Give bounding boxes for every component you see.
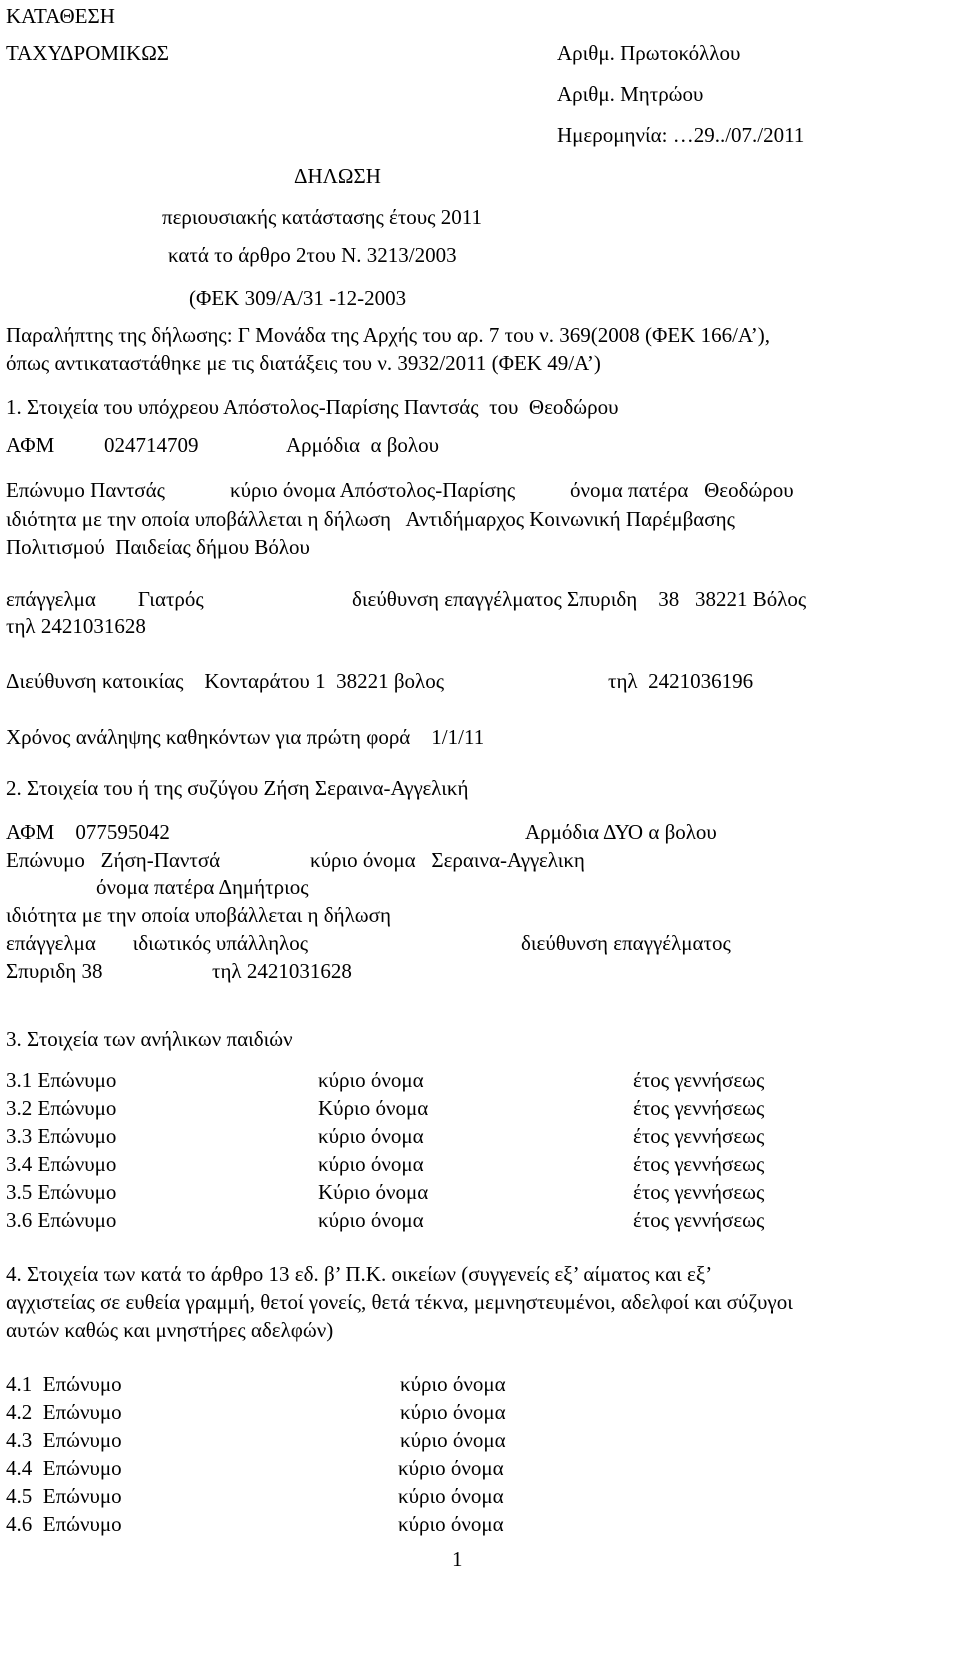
page-number: 1 <box>452 1547 463 1571</box>
father-name-field: όνομα πατέρα Θεοδώρου <box>570 478 794 502</box>
first-name-field: κύριο όνομα Απόστολος-Παρίσης <box>230 478 516 502</box>
spouse-capacity-field: ιδιότητα με την οποία υποβάλλεται η δήλωση <box>6 903 391 927</box>
home-address-field: Διεύθυνση κατοικίας Κονταράτου 1 38221 βολος <box>6 669 445 693</box>
relative-surname: 4.2 Επώνυμο <box>6 1400 122 1424</box>
child-surname: 3.5 Επώνυμο <box>6 1180 117 1204</box>
section-3-heading: 3. Στοιχεία των ανήλικων παιδιών <box>6 1027 293 1051</box>
child-birth-year: έτος γεννήσεως <box>633 1152 765 1176</box>
child-birth-year: έτος γεννήσεως <box>633 1208 765 1232</box>
child-birth-year: έτος γεννήσεως <box>633 1180 765 1204</box>
section-1-heading: 1. Στοιχεία του υπόχρεου Απόστολος-Παρίσης Παντσάς του Θεοδώρου <box>6 395 619 419</box>
spouse-first-name-field: κύριο όνομα Σεραινα-Αγγελικη <box>310 848 585 872</box>
protocol-number-label: Αριθμ. Πρωτοκόλλου <box>557 41 741 65</box>
relative-surname: 4.3 Επώνυμο <box>6 1428 122 1452</box>
relative-surname: 4.1 Επώνυμο <box>6 1372 122 1396</box>
child-first-name: κύριο όνομα <box>318 1124 424 1148</box>
child-surname: 3.2 Επώνυμο <box>6 1096 117 1120</box>
registry-number-label: Αριθμ. Μητρώου <box>557 82 704 106</box>
capacity-line-2: Πολιτισμού Παιδείας δήμου Βόλου <box>6 535 310 559</box>
child-birth-year: έτος γεννήσεως <box>633 1096 765 1120</box>
child-first-name: Κύριο όνομα <box>318 1180 429 1204</box>
child-surname: 3.1 Επώνυμο <box>6 1068 117 1092</box>
phone-field: τηλ 2421031628 <box>6 614 146 638</box>
relative-first-name: κύριο όνομα <box>400 1428 506 1452</box>
section-4-heading-line-3: αυτών καθώς και μνηστήρες αδελφών) <box>6 1318 334 1342</box>
child-first-name: Κύριο όνομα <box>318 1096 429 1120</box>
relative-surname: 4.4 Επώνυμο <box>6 1456 122 1480</box>
relative-first-name: κύριο όνομα <box>400 1400 506 1424</box>
spouse-surname-field: Επώνυμο Ζήση-Παντσά <box>6 848 221 872</box>
spouse-tax-office: Αρμόδια ΔΥΟ α βολου <box>525 820 717 844</box>
date-field: Ημερομηνία: …29../07./2011 <box>557 123 805 147</box>
relative-first-name: κύριο όνομα <box>398 1484 504 1508</box>
section-4-heading-line-2: αγχιστείας σε ευθεία γραμμή, θετοί γονείς, θετά τέκνα, μεμνηστευμένοι, αδελφοί και σύζυγοι <box>6 1290 793 1314</box>
child-birth-year: έτος γεννήσεως <box>633 1124 765 1148</box>
first-duty-date-field: Χρόνος ανάληψης καθηκόντων για πρώτη φορά 1/1/11 <box>6 725 485 749</box>
relative-first-name: κύριο όνομα <box>398 1512 504 1536</box>
spouse-business-address-label: διεύθυνση επαγγέλματος <box>521 931 731 955</box>
recipient-line-2: όπως αντικαταστάθηκε με τις διατάξεις του ν. 3932/2011 (ΦΕΚ 49/Α’) <box>6 351 601 375</box>
spouse-business-street: Σπυριδη 38 <box>6 959 103 983</box>
section-4-heading-line-1: 4. Στοιχεία των κατά το άρθρο 13 εδ. β’ Π.Κ. οικείων (συγγενείς εξ’ αίματος και εξ’ <box>6 1262 713 1286</box>
relative-surname: 4.5 Επώνυμο <box>6 1484 122 1508</box>
title-line-1: περιουσιακής κατάστασης έτους 2011 <box>162 205 482 229</box>
recipient-line-1: Παραλήπτης της δήλωσης: Γ Μονάδα της Αρχής του αρ. 7 του ν. 369(2008 (ΦΕΚ 166/Α’), <box>6 323 770 347</box>
spouse-phone-field: τηλ 2421031628 <box>212 959 352 983</box>
title-line-2: κατά το άρθρο 2του Ν. 3213/2003 <box>168 243 457 267</box>
spouse-father-name-field: όνομα πατέρα Δημήτριος <box>96 875 309 899</box>
child-surname: 3.6 Επώνυμο <box>6 1208 117 1232</box>
child-surname: 3.3 Επώνυμο <box>6 1124 117 1148</box>
afm-value: 024714709 <box>104 433 199 457</box>
child-first-name: κύριο όνομα <box>318 1208 424 1232</box>
afm-label: ΑΦΜ <box>6 433 55 457</box>
child-first-name: κύριο όνομα <box>318 1068 424 1092</box>
profession-field: επάγγελμα Γιατρός <box>6 587 204 611</box>
deposit-label: ΚΑΤΑΘΕΣΗ <box>6 4 115 28</box>
business-address-field: διεύθυνση επαγγέλματος Σπυριδη 38 38221 Βόλος <box>352 587 807 611</box>
relative-first-name: κύριο όνομα <box>400 1372 506 1396</box>
section-2-heading: 2. Στοιχεία του ή της συζύγου Ζήση Σεραινα-Αγγελική <box>6 776 469 800</box>
tax-office: Αρμόδια α βολου <box>286 433 439 457</box>
relative-surname: 4.6 Επώνυμο <box>6 1512 122 1536</box>
spouse-afm-field: ΑΦΜ 077595042 <box>6 820 170 844</box>
declaration-title: ΔΗΛΩΣΗ <box>294 164 381 188</box>
capacity-line-1: ιδιότητα με την οποία υποβάλλεται η δήλωση Αντιδήμαρχος Κοινωνική Παρέμβασης <box>6 507 735 531</box>
surname-field: Επώνυμο Παντσάς <box>6 478 165 502</box>
child-first-name: κύριο όνομα <box>318 1152 424 1176</box>
child-birth-year: έτος γεννήσεως <box>633 1068 765 1092</box>
relative-first-name: κύριο όνομα <box>398 1456 504 1480</box>
spouse-profession-field: επάγγελμα ιδιωτικός υπάλληλος <box>6 931 309 955</box>
postal-label: ΤΑΧΥΔΡΟΜΙΚΩΣ <box>6 41 170 65</box>
title-line-3: (ΦΕΚ 309/Α/31 -12-2003 <box>189 286 407 310</box>
child-surname: 3.4 Επώνυμο <box>6 1152 117 1176</box>
home-phone-field: τηλ 2421036196 <box>608 669 754 693</box>
